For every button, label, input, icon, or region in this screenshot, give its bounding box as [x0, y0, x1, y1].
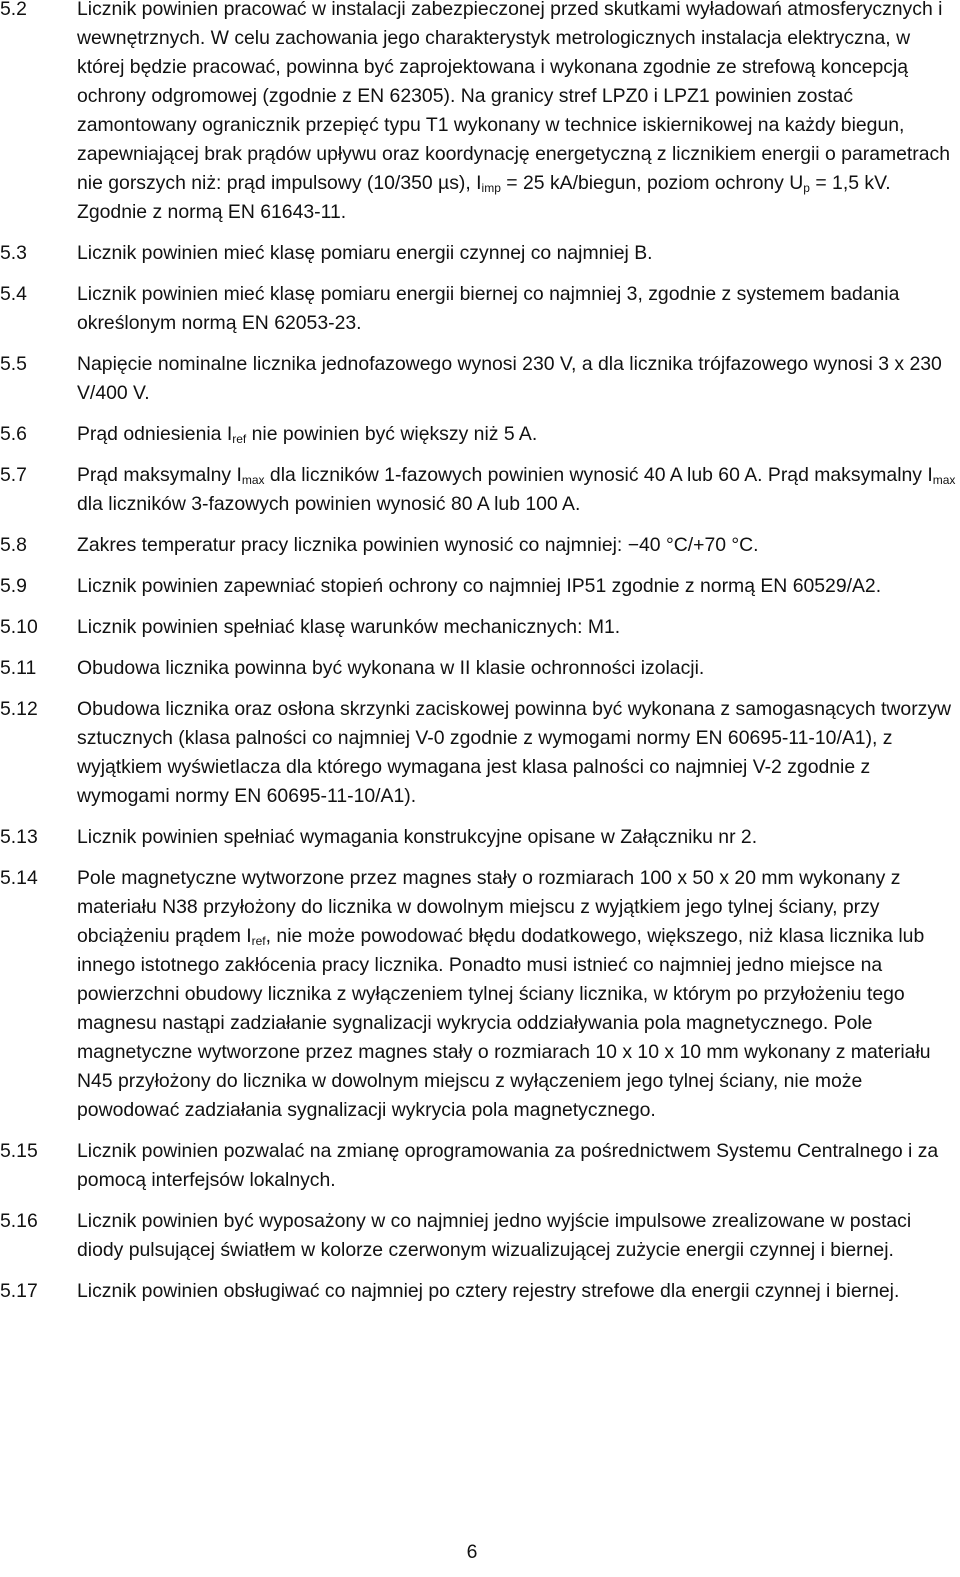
item-5-2: [0, 0, 956, 227]
text-run: = 1,5 kV. Zgodnie z normą EN 61643-11.: [77, 172, 891, 223]
text-run: Obudowa licznika powinna być wykonana w II klasie ochronności izolacji.: [77, 657, 705, 679]
text-run: , nie może powodować błędu dodatkowego, większego, niż klasa licznika lub innego istotnego zakłócenia pracy licznika. Ponadto musi istnieć co najmniej jedno miejsce na powierzchni obudowy licznika z wyłączeniem tylnej ściany licznika, w którym po przyłożeniu tego magnesu nastąpi zadziałanie sygnalizacji wykrycia oddziaływania pola magnetycznego. Pole magnetyczne wytworzone przez magnes stały o rozmiarach 10 x 10 x 10 mm wykonany z materiału N45 przyłożony do licznika w dowolnym miejscu z wyłączeniem jego tylnej ściany, nie może powodować zadziałania sygnalizacji wykrycia pola magnetycznego.: [77, 925, 931, 1121]
item-number: 5.17: [0, 1280, 38, 1302]
item-5-10: [0, 613, 956, 642]
item-text: [77, 1277, 956, 1306]
text-run: = 25 kA/biegun, poziom ochrony U: [500, 172, 804, 194]
item-number: 5.10: [0, 616, 38, 638]
item-number: 5.8: [0, 534, 27, 556]
page-number: 6: [466, 1541, 478, 1563]
item-5-6: [0, 420, 956, 449]
item-number: 5.14: [0, 867, 38, 889]
item-text: [77, 1207, 956, 1265]
item-number: 5.11: [0, 657, 37, 679]
subscript: p: [803, 181, 810, 195]
item-5-12: [0, 695, 956, 811]
text-run: Pole magnetyczne wytworzone przez magnes stały o rozmiarach 100 x 50 x 20 mm wykonany z materiału N38 przyłożony do licznika w dowolnym miejscu z wyjątkiem jego tylnej ściany, przy obciążeniu prądem I: [77, 867, 901, 947]
text-run: Licznik powinien obsługiwać co najmniej po cztery rejestry strefowe dla energii czynnej i biernej.: [77, 1280, 900, 1302]
item-text: [77, 420, 956, 449]
text-run: Licznik powinien mieć klasę pomiaru energii czynnej co najmniej B.: [77, 242, 653, 264]
item-text: [77, 531, 956, 560]
item-5-5: [0, 350, 956, 408]
item-number: 5.9: [0, 575, 27, 597]
item-number: 5.6: [0, 423, 27, 445]
item-5-3: [0, 239, 956, 268]
text-run: dla liczników 3-fazowych powinien wynosić 80 A lub 100 A.: [77, 493, 581, 515]
text-run: Prąd maksymalny I: [77, 464, 242, 486]
text-run: Prąd odniesienia I: [77, 423, 233, 445]
text-run: Licznik powinien być wyposażony w co najmniej jedno wyjście impulsowe zrealizowane w postaci diody pulsującej światłem w kolorze czerwonym wizualizującej zużycie energii czynnej i biernej.: [77, 1210, 912, 1261]
item-text: [77, 823, 956, 852]
item-5-8: [0, 531, 956, 560]
text-run: Napięcie nominalne licznika jednofazowego wynosi 230 V, a dla licznika trójfazowego wynosi 3 x 230 V/400 V.: [77, 353, 942, 404]
item-text: [77, 654, 956, 683]
subscript: imp: [481, 181, 501, 195]
item-5-13: [0, 823, 956, 852]
text-run: Licznik powinien spełniać klasę warunków mechanicznych: M1.: [77, 616, 621, 638]
item-number: 5.13: [0, 826, 38, 848]
item-text: [77, 695, 956, 811]
subscript: max: [932, 473, 956, 487]
subscript: ref: [232, 432, 247, 446]
item-number: 5.12: [0, 698, 38, 720]
item-text: [77, 613, 956, 642]
item-5-4: [0, 280, 956, 338]
text-run: Licznik powinien zapewniać stopień ochrony co najmniej IP51 zgodnie z normą EN 60529/A2.: [77, 575, 882, 597]
item-text: [77, 350, 956, 408]
item-text: [77, 239, 956, 268]
item-5-17: [0, 1277, 956, 1306]
text-run: Licznik powinien pracować w instalacji zabezpieczonej przed skutkami wyładowań atmosferycznych i wewnętrznych. W celu zachowania jego charakterystyk metrologicznych instalacja elektryczna, w której będzie pracować, powinna być zaprojektowana i wykonana zgodnie ze strefową koncepcją ochrony odgromowej (zgodnie z EN 62305). Na granicy stref LPZ0 i LPZ1 powinien zostać zamontowany ogranicznik przepięć typu T1 wykonany w technice iskiernikowej na każdy biegun, zapewniającej brak prądów upływu oraz koordynację energetyczną z licznikiem energii o parametrach nie gorszych niż: prąd impulsowy (10/350 µs), I: [77, 0, 951, 194]
item-text: [77, 280, 956, 338]
text-run: Licznik powinien spełniać wymagania konstrukcyjne opisane w Załączniku nr 2.: [77, 826, 758, 848]
item-5-14: [0, 864, 956, 1125]
item-5-9: [0, 572, 956, 601]
item-number: 5.3: [0, 242, 27, 264]
item-number: 5.4: [0, 283, 27, 305]
item-text: [77, 461, 956, 519]
item-number: 5.5: [0, 353, 27, 375]
text-run: Licznik powinien mieć klasę pomiaru energii biernej co najmniej 3, zgodnie z systemem badania określonym normą EN 62053-23.: [77, 283, 900, 334]
item-text: [77, 1137, 956, 1195]
text-run: Zakres temperatur pracy licznika powinien wynosić co najmniej: −40 °C/+70 °C.: [77, 534, 759, 556]
subscript: max: [241, 473, 265, 487]
text-run: Obudowa licznika oraz osłona skrzynki zaciskowej powinna być wykonana z samogasnących tworzyw sztucznych (klasa palności co najmniej V-0 zgodnie z wymogami normy EN 60695-11-10/A1), z wyjątkiem wyświetlacza dla którego wymagana jest klasa palności co najmniej V-2 zgodnie z wymogami normy EN 60695-11-10/A1).: [77, 698, 952, 807]
item-5-11: [0, 654, 956, 683]
item-text: [77, 0, 956, 227]
text-run: nie powinien być większy niż 5 A.: [246, 423, 538, 445]
item-number: 5.7: [0, 464, 27, 486]
subscript: ref: [251, 934, 266, 948]
item-number: 5.16: [0, 1210, 38, 1232]
text-run: dla liczników 1-fazowych powinien wynosić 40 A lub 60 A. Prąd maksymalny I: [264, 464, 933, 486]
item-5-7: [0, 461, 956, 519]
item-text: [77, 572, 956, 601]
item-5-15: [0, 1137, 956, 1195]
item-5-16: [0, 1207, 956, 1265]
item-text: [77, 864, 956, 1125]
item-number: 5.15: [0, 1140, 38, 1162]
text-run: Licznik powinien pozwalać na zmianę oprogramowania za pośrednictwem Systemu Centralnego i za pomocą interfejsów lokalnych.: [77, 1140, 939, 1191]
item-number: 5.2: [0, 0, 27, 20]
